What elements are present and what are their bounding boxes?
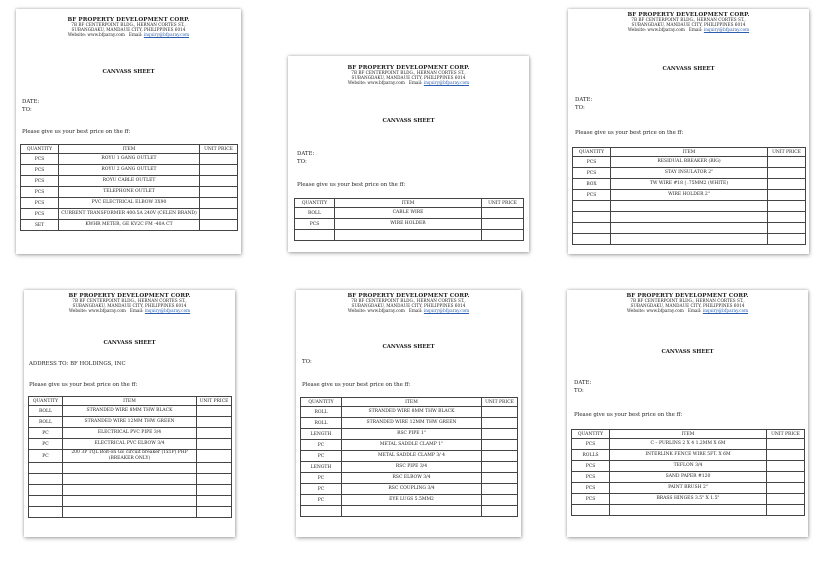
quantity-header: QUANTITY: [301, 398, 342, 407]
unit-price-cell: [767, 494, 805, 505]
table-row: [572, 450, 805, 461]
item-cell: ELECTRICAL PVC PIPE 3/4: [63, 428, 197, 439]
item-cell: ROYU 1 GANG OUTLET: [59, 154, 200, 165]
address-to-label: ADDRESS TO: BF HOLDINGS, INC: [29, 361, 126, 367]
quantity-cell: PC: [301, 484, 342, 495]
unit-price-cell: [767, 472, 805, 483]
table-row: [295, 208, 524, 219]
item-cell: EYE LUGS 5.5MM2: [342, 495, 482, 506]
unit-price-cell: [482, 418, 518, 429]
table-row: [295, 230, 524, 241]
quantity-cell: PCS: [21, 198, 59, 209]
email-link[interactable]: inquiry@bfparay.com: [702, 308, 749, 314]
item-header: ITEM: [342, 398, 482, 407]
canvass-sheet-2: [288, 56, 529, 252]
to-label: TO:: [22, 107, 32, 113]
quantity-cell: PCS: [21, 165, 59, 176]
unit-price-cell: [482, 462, 518, 473]
item-cell: KWHR METER, GE KV2C FM -40A CT: [59, 220, 200, 231]
item-cell: WIRE HOLDER: [335, 219, 482, 230]
item-cell: METAL SADDLE CLAMP 1": [342, 440, 482, 451]
items-table: [572, 147, 806, 245]
table-row: [29, 406, 232, 417]
sheet-title: CANVASS SHEET: [661, 349, 714, 355]
item-cell: ROYU 2 GANG OUTLET: [59, 165, 200, 176]
unit-price-header: UNIT PRICE: [482, 398, 518, 407]
quantity-cell: [29, 485, 63, 496]
company-name: BF PROPERTY DEVELOPMENT CORP.: [627, 12, 750, 18]
quantity-cell: PCS: [572, 483, 610, 494]
quantity-cell: [573, 223, 611, 234]
quantity-cell: PC: [301, 473, 342, 484]
item-cell: CURRENT TRANSFORMER 400:5A 240V (CELEN BRAND): [59, 209, 200, 220]
quantity-cell: ROLL: [29, 417, 63, 428]
request-text: Please give us your best price on the ff:: [297, 182, 406, 188]
company-contact: [568, 28, 809, 33]
quantity-cell: [573, 212, 611, 223]
table-row: [573, 223, 806, 234]
table-row: [573, 234, 806, 245]
unit-price-cell: [200, 176, 238, 187]
email-label: Email:: [408, 80, 423, 86]
unit-price-cell: [768, 179, 806, 190]
sheet-title: CANVASS SHEET: [102, 69, 155, 75]
items-table: [28, 396, 232, 518]
item-header: ITEM: [610, 430, 767, 439]
letterhead: [568, 12, 809, 33]
unit-price-cell: [768, 234, 806, 245]
canvass-sheet-4: [24, 290, 235, 537]
item-cell: STAY INSULATOR 2": [611, 168, 768, 179]
company-address-2: SUBANGDAKU, MANDAUE CITY, PHILIPPINES 6014: [71, 27, 186, 33]
table-row: [573, 168, 806, 179]
table-row: [301, 429, 518, 440]
table-row: [29, 485, 232, 496]
unit-price-cell: [482, 230, 524, 241]
quantity-header: QUANTITY: [295, 199, 335, 208]
item-cell: [611, 234, 768, 245]
company-contact: [24, 309, 235, 314]
date-label: DATE:: [297, 151, 315, 157]
table-row: [572, 439, 805, 450]
quantity-cell: SET: [21, 220, 59, 231]
company-address-1: 7B BF CENTERPOINT BLDG., HERNAN CORTES ST.,: [71, 22, 186, 28]
company-address-1: 7B BF CENTERPOINT BLDG., HERNAN CORTES ST.,: [630, 298, 745, 304]
unit-price-cell: [200, 198, 238, 209]
quantity-cell: ROLL: [301, 418, 342, 429]
table-row: [573, 190, 806, 201]
table-row: [301, 451, 518, 462]
quantity-cell: BOX: [573, 179, 611, 190]
unit-price-cell: [482, 440, 518, 451]
item-cell: [342, 506, 482, 517]
item-cell: [611, 201, 768, 212]
table-row: [301, 407, 518, 418]
item-cell: C – PURLINS 2 X 4 1.2MM X 6M: [610, 439, 767, 450]
letterhead: [16, 17, 241, 38]
quantity-cell: [29, 496, 63, 507]
email-label: Email:: [688, 27, 703, 33]
table-row: [301, 506, 518, 517]
email-label: Email:: [129, 308, 144, 314]
website-label: Website: www.bfparay.com: [626, 308, 684, 314]
table-row: [21, 176, 238, 187]
company-address-2: SUBANGDAKU, MANDAUE CITY, PHILIPPINES 6014: [72, 303, 187, 309]
sheet-title: CANVASS SHEET: [662, 66, 715, 72]
unit-price-cell: [482, 407, 518, 418]
quantity-cell: LENGTH: [301, 429, 342, 440]
email-label: Email:: [128, 32, 143, 38]
to-label: TO:: [297, 159, 307, 165]
item-cell: [63, 507, 197, 518]
website-label: Website: www.bfparay.com: [347, 308, 405, 314]
item-cell: [611, 223, 768, 234]
canvass-sheet-1: [16, 9, 241, 254]
table-row: [29, 474, 232, 485]
company-address-2: SUBANGDAKU, MANDAUE CITY, PHILIPPINES 6014: [351, 303, 466, 309]
item-cell: RSC COUPLING 3/4: [342, 484, 482, 495]
item-header: ITEM: [335, 199, 482, 208]
quantity-cell: PCS: [572, 494, 610, 505]
unit-price-cell: [200, 187, 238, 198]
unit-price-cell: [197, 474, 232, 485]
company-address-2: SUBANGDAKU, MANDAUE CITY, PHILIPPINES 6014: [351, 75, 466, 81]
canvass-sheet-6: [567, 290, 808, 537]
quantity-cell: [573, 201, 611, 212]
company-contact: [16, 33, 241, 38]
table-row: [572, 461, 805, 472]
table-row: [21, 220, 238, 231]
unit-price-cell: [197, 450, 232, 463]
unit-price-cell: [197, 463, 232, 474]
email-link[interactable]: inquiry@bfparay.com: [703, 27, 750, 33]
letterhead: [567, 293, 808, 314]
request-text: Please give us your best price on the ff:: [22, 129, 131, 135]
unit-price-header: UNIT PRICE: [767, 430, 805, 439]
quantity-cell: PCS: [21, 209, 59, 220]
table-row: [29, 496, 232, 507]
unit-price-cell: [768, 190, 806, 201]
unit-price-cell: [767, 439, 805, 450]
unit-price-cell: [767, 450, 805, 461]
quantity-cell: [573, 234, 611, 245]
unit-price-cell: [197, 496, 232, 507]
table-row: [21, 198, 238, 209]
quantity-header: QUANTITY: [21, 145, 59, 154]
item-cell: INTERLINK FENCE WIRE 5FT. X 6M: [610, 450, 767, 461]
company-address-1: 7B BF CENTERPOINT BLDG., HERNAN CORTES ST.,: [351, 70, 466, 76]
table-row: [21, 165, 238, 176]
request-text: Please give us your best price on the ff:: [574, 412, 683, 418]
to-label: TO:: [302, 359, 312, 365]
table-row: [573, 212, 806, 223]
quantity-cell: [29, 507, 63, 518]
item-cell: WIRE HOLDER 2": [611, 190, 768, 201]
unit-price-cell: [767, 483, 805, 494]
company-name: BF PROPERTY DEVELOPMENT CORP.: [347, 65, 470, 71]
table-row: [301, 484, 518, 495]
company-contact: [567, 309, 808, 314]
email-label: Email:: [408, 308, 423, 314]
quantity-cell: PCS: [572, 461, 610, 472]
item-cell: [611, 212, 768, 223]
item-cell: [335, 230, 482, 241]
item-cell: [63, 463, 197, 474]
unit-price-cell: [767, 505, 805, 516]
unit-price-cell: [197, 417, 232, 428]
table-row: [573, 201, 806, 212]
date-label: DATE:: [22, 99, 40, 105]
unit-price-cell: [482, 429, 518, 440]
item-cell: SAND PAPER #120: [610, 472, 767, 483]
table-row: [301, 495, 518, 506]
quantity-cell: ROLL: [301, 407, 342, 418]
email-link[interactable]: inquiry@bfparay.com: [144, 308, 191, 314]
table-row: [29, 450, 232, 463]
company-address-1: 7B BF CENTERPOINT BLDG., HERNAN CORTES ST.,: [351, 298, 466, 304]
unit-price-cell: [200, 154, 238, 165]
unit-price-cell: [767, 461, 805, 472]
quantity-cell: PCS: [21, 154, 59, 165]
unit-price-cell: [768, 223, 806, 234]
date-label: DATE:: [575, 97, 593, 103]
table-row: [29, 417, 232, 428]
quantity-cell: PC: [301, 451, 342, 462]
item-cell: ROYU CABLE OUTLET: [59, 176, 200, 187]
quantity-cell: PCS: [21, 176, 59, 187]
unit-price-header: UNIT PRICE: [200, 145, 238, 154]
item-cell: [63, 485, 197, 496]
unit-price-header: UNIT PRICE: [197, 397, 232, 406]
quantity-header: QUANTITY: [572, 430, 610, 439]
unit-price-cell: [200, 209, 238, 220]
quantity-cell: PC: [29, 439, 63, 450]
company-address-2: SUBANGDAKU, MANDAUE CITY, PHILIPPINES 6014: [631, 22, 746, 28]
letterhead: [288, 65, 529, 86]
request-text: Please give us your best price on the ff:: [302, 382, 411, 388]
item-cell: RESIDUAL BREAKER (BIG): [611, 157, 768, 168]
item-cell: PAINT BRUSH 2": [610, 483, 767, 494]
unit-price-header: UNIT PRICE: [768, 148, 806, 157]
company-address-1: 7B BF CENTERPOINT BLDG., HERNAN CORTES ST.,: [631, 17, 746, 23]
item-cell: PVC ELECTRICAL ELBOW 3X90: [59, 198, 200, 209]
company-address-1: 7B BF CENTERPOINT BLDG., HERNAN CORTES ST.,: [72, 298, 187, 304]
website-label: Website: www.bfparay.com: [627, 27, 685, 33]
quantity-cell: PC: [301, 495, 342, 506]
quantity-cell: ROLL: [295, 208, 335, 219]
quantity-cell: PCS: [295, 219, 335, 230]
unit-price-cell: [768, 212, 806, 223]
quantity-cell: PCS: [573, 157, 611, 168]
website-label: Website: www.bfparay.com: [68, 308, 126, 314]
item-cell: RSC PIPE 3/4: [342, 462, 482, 473]
company-name: BF PROPERTY DEVELOPMENT CORP.: [626, 293, 749, 299]
item-cell: STRANDED WIRE 12MM THW GREEN: [342, 418, 482, 429]
item-cell: TW WIRE #18 | .75MM2 (WHITE): [611, 179, 768, 190]
table-row: [301, 440, 518, 451]
quantity-cell: ROLL: [29, 406, 63, 417]
table-row: [29, 439, 232, 450]
item-cell: TEFLON 3/4: [610, 461, 767, 472]
table-row: [572, 505, 805, 516]
quantity-cell: PCS: [572, 439, 610, 450]
quantity-cell: [572, 505, 610, 516]
unit-price-cell: [482, 473, 518, 484]
email-link[interactable]: inquiry@bfparay.com: [143, 32, 190, 38]
to-label: TO:: [574, 388, 584, 394]
table-row: [301, 473, 518, 484]
unit-price-cell: [768, 201, 806, 212]
quantity-cell: PCS: [573, 168, 611, 179]
unit-price-cell: [482, 484, 518, 495]
unit-price-cell: [768, 157, 806, 168]
company-contact: [288, 81, 529, 86]
item-cell: 200 3P TQL Bolt-on GE circuit breaker (1x1P) PHP (BREAKER ONLY): [63, 450, 197, 463]
table-row: [29, 463, 232, 474]
to-label: TO:: [575, 105, 585, 111]
table-row: [573, 179, 806, 190]
item-cell: TELEPHONE OUTLET: [59, 187, 200, 198]
request-text: Please give us your best price on the ff:: [575, 130, 684, 136]
table-row: [572, 494, 805, 505]
item-cell: [610, 505, 767, 516]
table-row: [301, 462, 518, 473]
letterhead: [296, 293, 521, 314]
item-cell: RSC PIPE 1": [342, 429, 482, 440]
letterhead: [24, 293, 235, 314]
item-header: ITEM: [611, 148, 768, 157]
table-row: [295, 219, 524, 230]
request-text: Please give us your best price on the ff:: [29, 382, 138, 388]
quantity-cell: PC: [29, 450, 63, 463]
unit-price-cell: [482, 208, 524, 219]
item-cell: RSC ELBOW 3/4: [342, 473, 482, 484]
website-label: Website: www.bfparay.com: [67, 32, 125, 38]
sheet-title: CANVASS SHEET: [382, 118, 435, 124]
unit-price-cell: [768, 168, 806, 179]
table-row: [572, 483, 805, 494]
date-label: DATE:: [574, 380, 592, 386]
table-row: [573, 157, 806, 168]
unit-price-header: UNIT PRICE: [482, 199, 524, 208]
email-link[interactable]: inquiry@bfparay.com: [423, 80, 470, 86]
quantity-cell: PCS: [21, 187, 59, 198]
unit-price-cell: [482, 506, 518, 517]
unit-price-cell: [197, 428, 232, 439]
table-row: [572, 472, 805, 483]
company-name: BF PROPERTY DEVELOPMENT CORP.: [347, 293, 470, 299]
quantity-cell: PCS: [572, 472, 610, 483]
unit-price-cell: [197, 507, 232, 518]
website-label: Website: www.bfparay.com: [347, 80, 405, 86]
quantity-cell: [295, 230, 335, 241]
unit-price-cell: [197, 439, 232, 450]
item-cell: CABLE WIRE: [335, 208, 482, 219]
sheet-title: CANVASS SHEET: [382, 344, 435, 350]
email-link[interactable]: inquiry@bfparay.com: [423, 308, 470, 314]
quantity-cell: PC: [301, 440, 342, 451]
sheet-title: CANVASS SHEET: [103, 340, 156, 346]
unit-price-cell: [482, 495, 518, 506]
email-label: Email:: [687, 308, 702, 314]
quantity-cell: [301, 506, 342, 517]
item-cell: [63, 496, 197, 507]
table-row: [29, 428, 232, 439]
company-name: BF PROPERTY DEVELOPMENT CORP.: [67, 17, 190, 23]
quantity-cell: [29, 474, 63, 485]
quantity-cell: PC: [29, 428, 63, 439]
items-table: [294, 198, 524, 241]
item-cell: [63, 474, 197, 485]
table-row: [21, 154, 238, 165]
quantity-cell: PCS: [573, 190, 611, 201]
quantity-cell: [29, 463, 63, 474]
table-row: [29, 507, 232, 518]
unit-price-cell: [200, 165, 238, 176]
items-table: [300, 397, 518, 517]
item-cell: BRASS HINGES 3.5" X 1.5": [610, 494, 767, 505]
item-cell: METAL SADDLE CLAMP 3/ 4: [342, 451, 482, 462]
quantity-header: QUANTITY: [573, 148, 611, 157]
canvass-sheet-3: [568, 9, 809, 254]
unit-price-cell: [197, 485, 232, 496]
item-cell: ELECTRICAL PVC ELBOW 3/4: [63, 439, 197, 450]
items-table: [20, 144, 238, 231]
item-header: ITEM: [63, 397, 197, 406]
canvass-sheet-5: [296, 290, 521, 537]
unit-price-cell: [482, 219, 524, 230]
quantity-header: QUANTITY: [29, 397, 63, 406]
unit-price-cell: [482, 451, 518, 462]
items-table: [571, 429, 805, 516]
table-row: [21, 209, 238, 220]
quantity-cell: LENGTH: [301, 462, 342, 473]
table-row: [21, 187, 238, 198]
company-address-2: SUBANGDAKU, MANDAUE CITY, PHILIPPINES 6014: [630, 303, 745, 309]
table-row: [301, 418, 518, 429]
quantity-cell: ROLLS: [572, 450, 610, 461]
company-name: BF PROPERTY DEVELOPMENT CORP.: [68, 293, 191, 299]
item-cell: STRANDED WIRE 8MM THW BLACK: [63, 406, 197, 417]
item-cell: STRANDED WIRE 8MM THW BLACK: [342, 407, 482, 418]
item-cell: STRANDED WIRE 12MM THW GREEN: [63, 417, 197, 428]
company-contact: [296, 309, 521, 314]
unit-price-cell: [200, 220, 238, 231]
unit-price-cell: [197, 406, 232, 417]
item-header: ITEM: [59, 145, 200, 154]
